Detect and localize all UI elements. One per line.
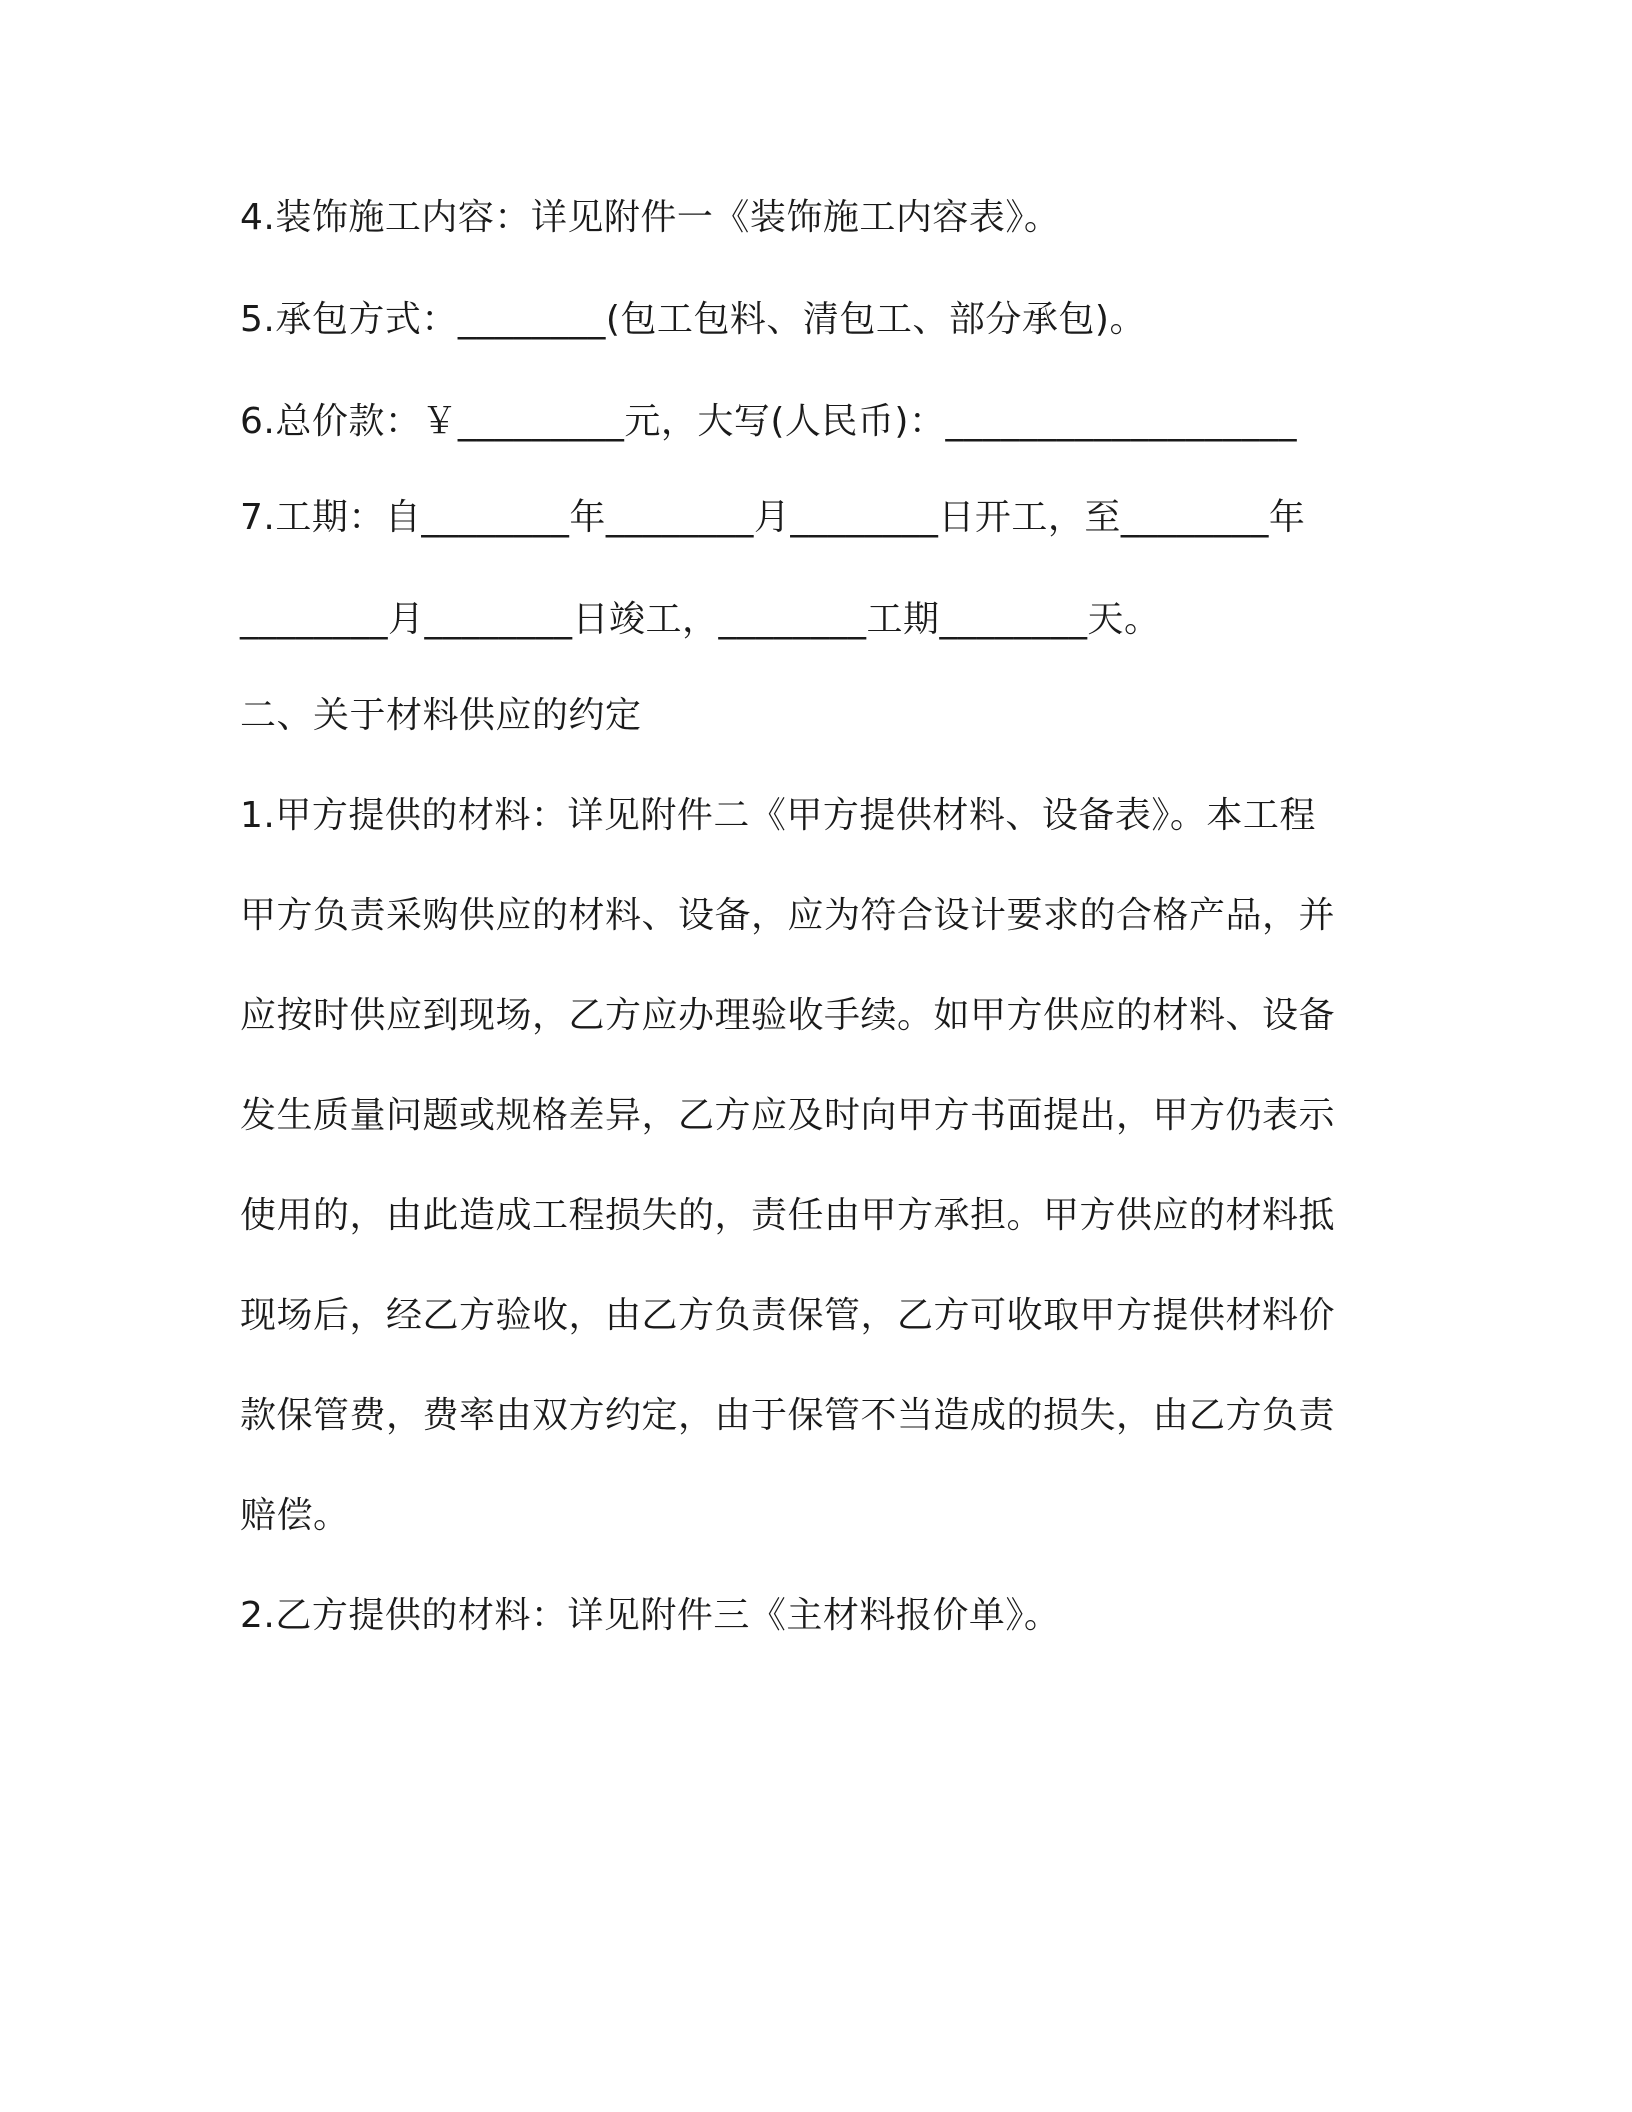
- clause-1-party-a-materials-line-2: 甲方负责采购供应的材料、设备，应为符合设计要求的合格产品，并: [240, 895, 1336, 936]
- clause-4-decoration-content: 4.装饰施工内容：详见附件一《装饰施工内容表》。: [240, 197, 1061, 238]
- clause-2-party-b-materials: 2.乙方提供的材料：详见附件三《主材料报价单》。: [240, 1595, 1061, 1636]
- clause-6-total-price: 6.总价款：￥_________元，大写(人民币)：___________________: [240, 401, 1297, 442]
- clause-5-contract-method: 5.承包方式：________(包工包料、清包工、部分承包)。: [240, 299, 1146, 340]
- clause-1-party-a-materials-line-6: 现场后，经乙方验收，由乙方负责保管，乙方可收取甲方提供材料价: [240, 1295, 1336, 1336]
- clause-1-party-a-materials-line-1: 1.甲方提供的材料：详见附件二《甲方提供材料、设备表》。本工程: [240, 795, 1316, 836]
- clause-1-party-a-materials-line-8: 赔偿。: [240, 1495, 350, 1536]
- clause-1-party-a-materials-line-4: 发生质量问题或规格差异，乙方应及时向甲方书面提出，甲方仍表示: [240, 1095, 1336, 1136]
- clause-1-party-a-materials-line-7: 款保管费，费率由双方约定，由于保管不当造成的损失，由乙方负责: [240, 1395, 1336, 1436]
- clause-1-party-a-materials-line-5: 使用的，由此造成工程损失的，责任由甲方承担。甲方供应的材料抵: [240, 1195, 1336, 1236]
- clause-7-schedule-line-2: ________月________日竣工，________工期________天。: [240, 599, 1161, 640]
- clause-7-schedule-line-1: 7.工期：自________年________月________日开工，至________年: [240, 497, 1306, 538]
- clause-1-party-a-materials-line-3: 应按时供应到现场，乙方应办理验收手续。如甲方供应的材料、设备: [240, 995, 1336, 1036]
- section-heading-materials-supply: 二、关于材料供应的约定: [240, 695, 642, 736]
